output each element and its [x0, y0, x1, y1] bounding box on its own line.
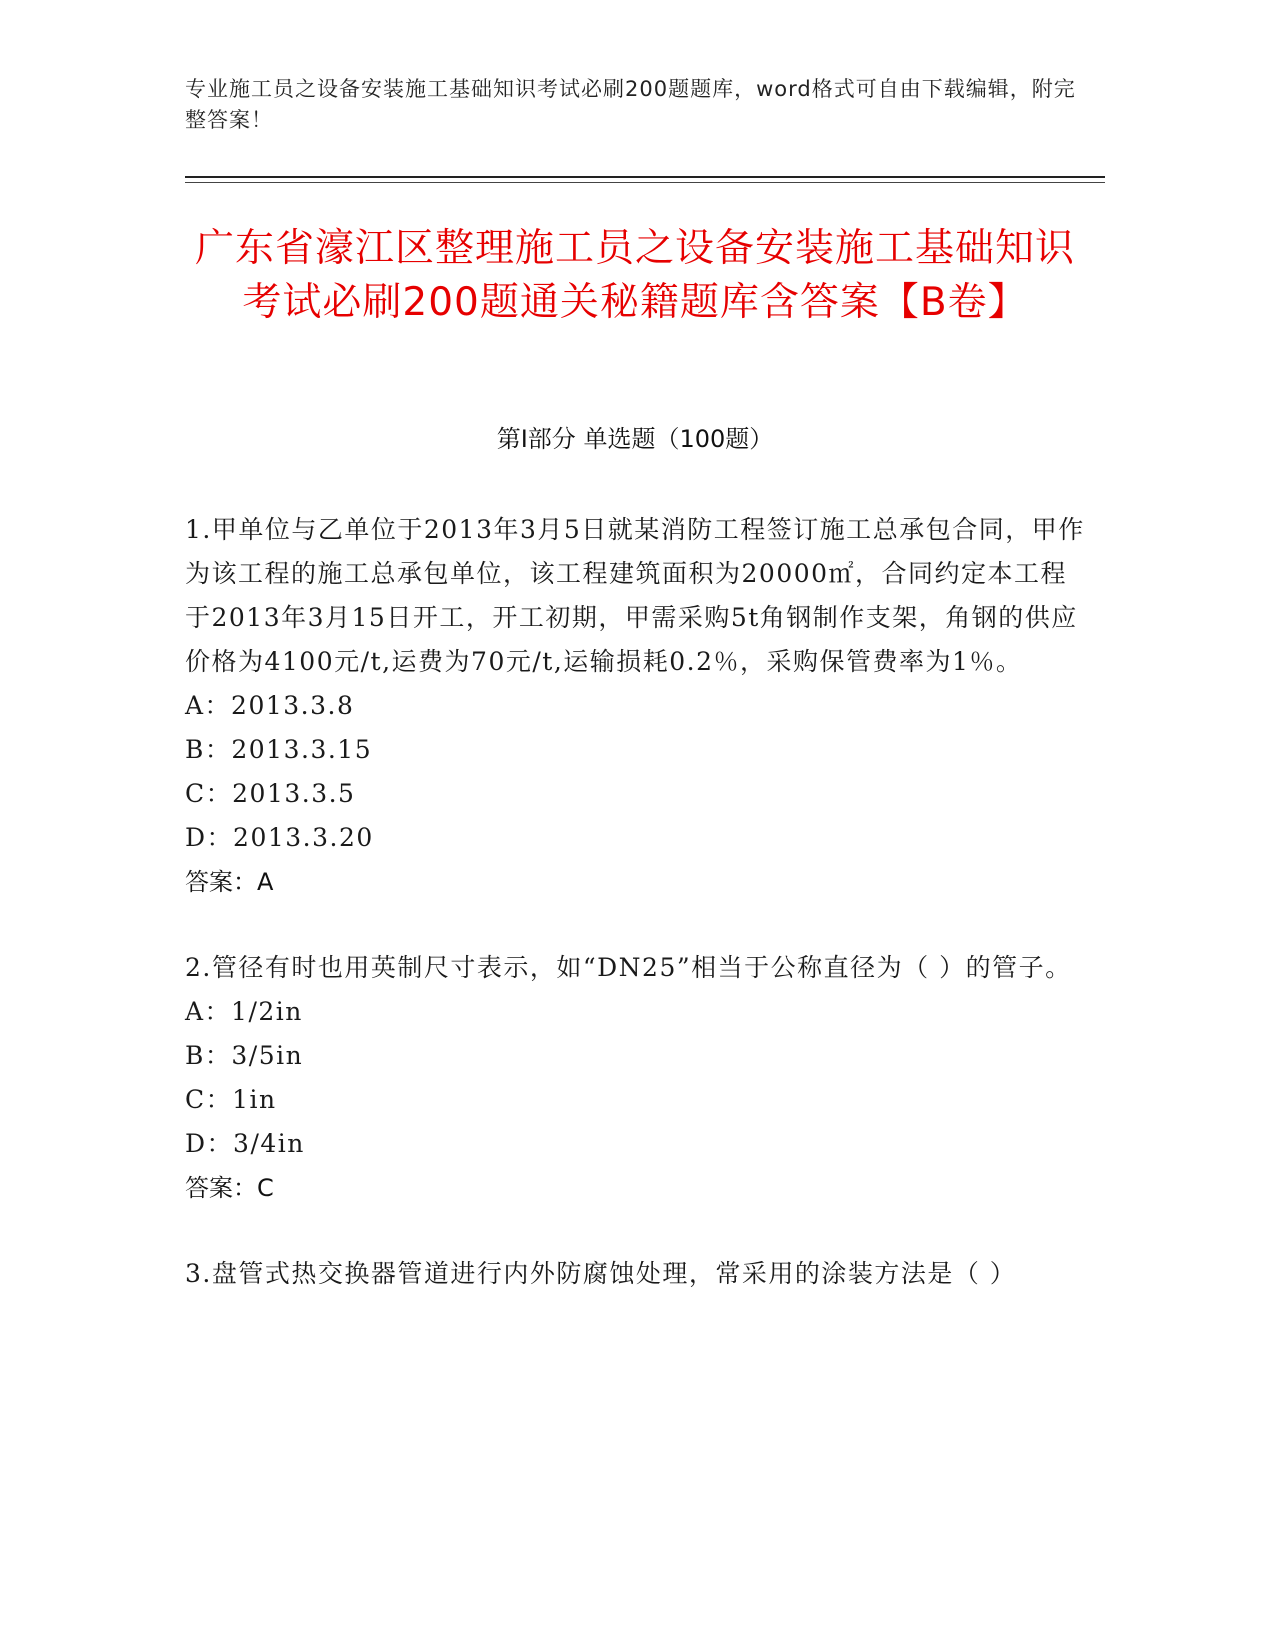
option-b: B：3/5in — [185, 1041, 304, 1070]
answer-label: 答案：A — [185, 868, 274, 896]
option-a: A：2013.3.8 — [185, 691, 355, 720]
option-a: A：1/2in — [185, 997, 303, 1026]
option-b: B：2013.3.15 — [185, 735, 373, 764]
question-1 — [185, 508, 1085, 904]
answer-label: 答案：C — [185, 1174, 274, 1202]
option-d: D：3/4in — [185, 1129, 305, 1158]
section-heading: 第Ⅰ部分 单选题（100题） — [496, 425, 774, 453]
question-2 — [185, 946, 1085, 1210]
document-title: 广东省濠江区整理施工员之设备安装施工基础知识考试必刷200题通关秘籍题库含答案【B卷】 — [194, 226, 1075, 325]
question-3 — [185, 1252, 1085, 1296]
header-note: 专业施工员之设备安装施工基础知识考试必刷200题题库，word格式可自由下载编辑，附完整答案！ — [185, 77, 1076, 132]
question-stem: 3.盘管式热交换器管道进行内外防腐蚀处理，常采用的涂装方法是（ ） — [185, 1259, 1017, 1288]
question-list — [185, 508, 1085, 1338]
option-c: C：1in — [185, 1085, 277, 1114]
question-stem: 1.甲单位与乙单位于2013年3月5日就某消防工程签订施工总承包合同，甲作为该工程的施工总承包单位，该工程建筑面积为20000㎡，合同约定本工程于2013年3月15日开工，开工初期，甲需采购5t角钢制作支架，角钢的供应价格为4100元/t,运费为70元/t,运输损耗0.2％，采购保管费率为1％。 — [185, 515, 1085, 676]
header-divider-thick — [185, 176, 1105, 178]
option-d: D：2013.3.20 — [185, 823, 374, 852]
header-divider-thin — [185, 182, 1105, 183]
option-c: C：2013.3.5 — [185, 779, 356, 808]
question-stem: 2.管径有时也用英制尺寸表示，如“DN25”相当于公称直径为（ ）的管子。 — [185, 953, 1072, 982]
